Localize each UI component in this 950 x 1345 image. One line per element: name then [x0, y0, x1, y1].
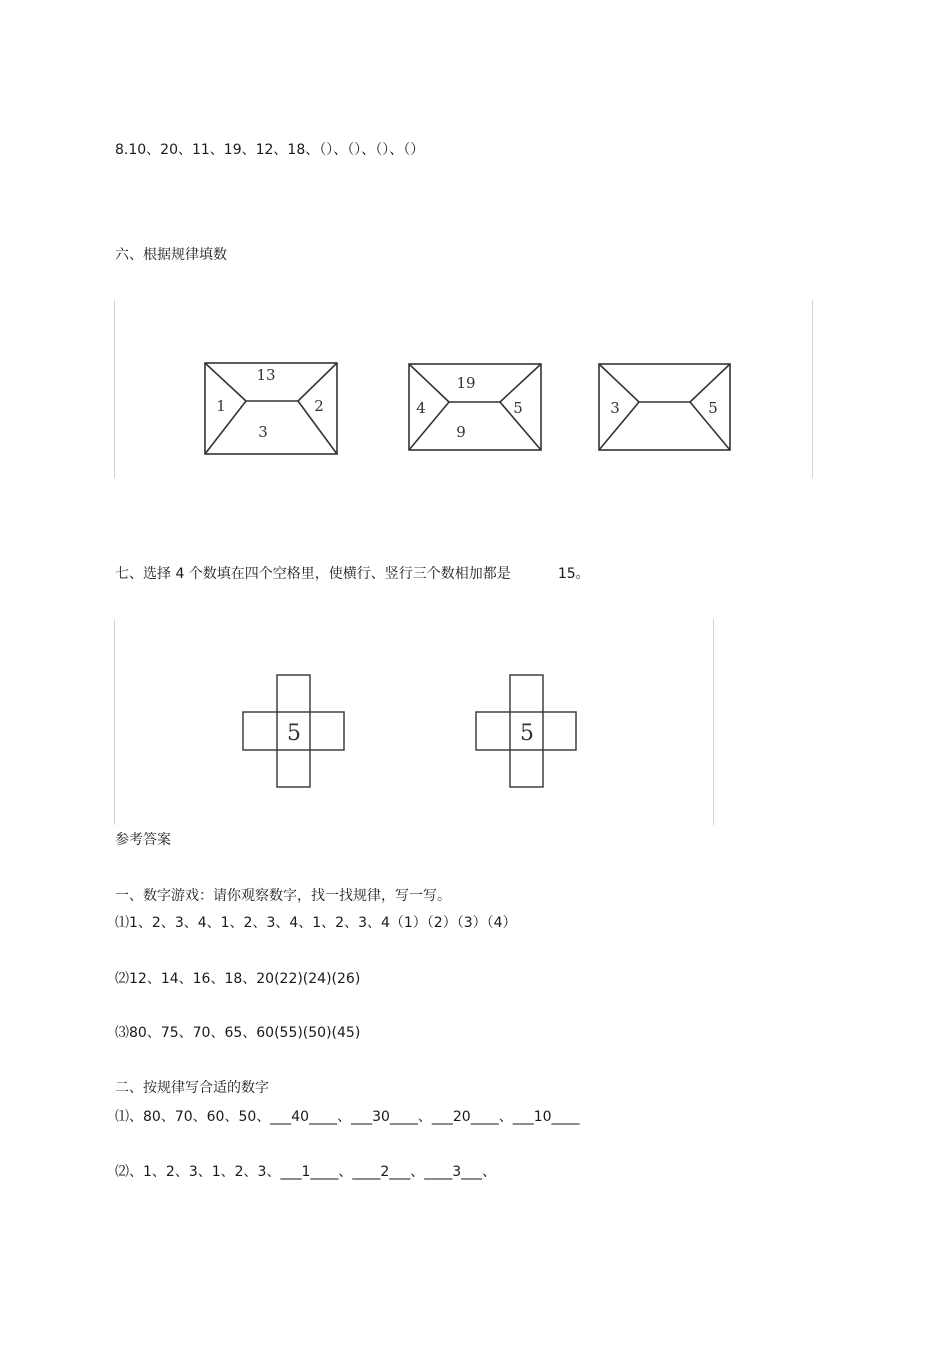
section-6-title: 六、根据规律填数 — [115, 247, 227, 263]
answers-heading: 参考答案 — [115, 832, 171, 848]
cross-1-center: 5 — [287, 721, 301, 746]
answer-1-2: ⑵12、14、16、18、20(22)(24)(26) — [115, 971, 361, 987]
envelope-2-bottom: 9 — [456, 423, 466, 441]
envelope-2-top: 19 — [456, 374, 476, 392]
question-8: 8.10、20、11、19、12、18、（）、（）、（）、（） — [115, 142, 425, 158]
answer-1-1: ⑴1、2、3、4、1、2、3、4、1、2、3、4（1）（2）（3）（4） — [115, 915, 517, 931]
envelope-1-left: 1 — [216, 397, 226, 415]
envelope-1-top: 13 — [256, 366, 276, 384]
envelope-3-right: 5 — [708, 399, 718, 417]
answers-part2-title: 二、按规律写合适的数字 — [115, 1080, 269, 1096]
envelope-1-right: 2 — [314, 397, 324, 415]
cross-2-center: 5 — [520, 721, 534, 746]
section-7-sum: 15。 — [557, 566, 590, 582]
answers-part1-title: 一、数字游戏：请你观察数字，找一找规律，写一写。 — [115, 888, 451, 904]
envelope-2-right: 5 — [513, 399, 523, 417]
section-7-title — [115, 565, 590, 583]
envelope-3-left: 3 — [610, 399, 620, 417]
envelope-2-left: 4 — [416, 399, 426, 417]
envelope-1-bottom: 3 — [258, 423, 268, 441]
answer-2-1: ⑴、80、70、60、50、___40____、___30____、___20____、___10____ — [115, 1109, 580, 1125]
figure-border-left — [114, 619, 115, 825]
answer-1-3: ⑶80、75、70、65、60(55)(50)(45) — [115, 1025, 361, 1041]
answer-2-2: ⑵、1、2、3、1、2、3、___1____、____2___、____3___、 — [115, 1164, 497, 1180]
figure-border-right — [713, 619, 714, 825]
section-7-title-text: 七、选择 4 个数填在四个空格里，使横行、竖行三个数相加都是 — [115, 566, 511, 582]
